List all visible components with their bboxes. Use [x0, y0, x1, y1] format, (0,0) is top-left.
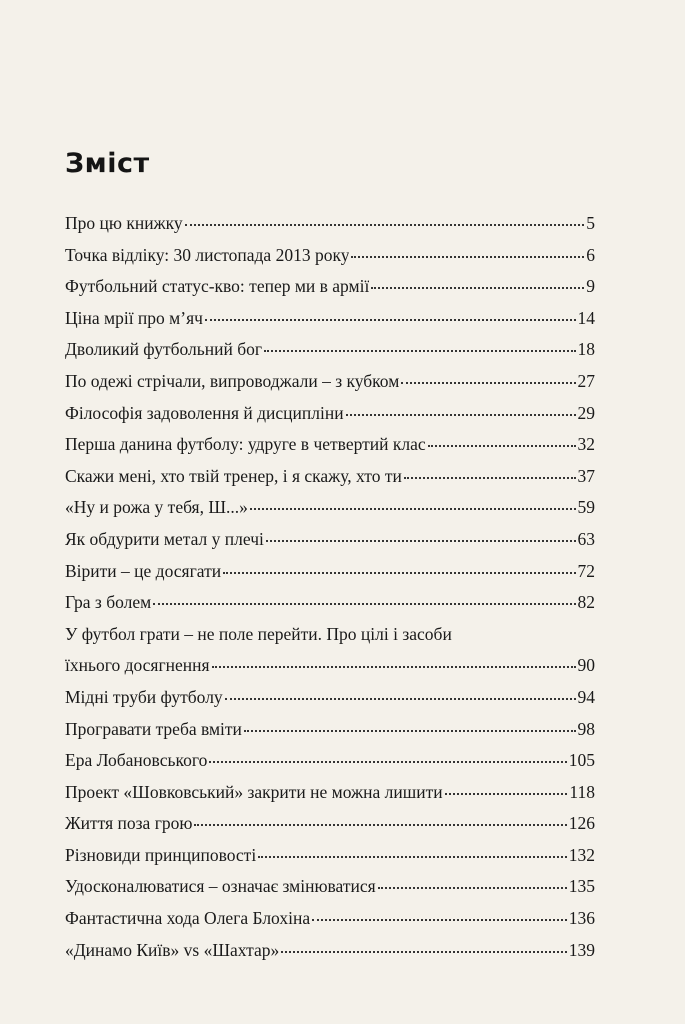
toc-entry-title: Гра з болем [65, 592, 152, 613]
toc-entry [65, 461, 595, 493]
dot-leader [312, 919, 567, 921]
toc-entry [65, 935, 595, 967]
dot-leader [351, 256, 584, 258]
dot-leader [428, 445, 576, 447]
toc-entry [65, 808, 595, 840]
toc-entry-title: Футбольний статус-кво: тепер ми в армії [65, 276, 370, 297]
toc-page-number: 59 [577, 497, 595, 518]
toc-entry [65, 208, 595, 240]
toc-page-number: 136 [568, 908, 595, 929]
toc-entry-title: Життя поза грою [65, 813, 193, 834]
toc-entry-title: Дволикий футбольний бог [65, 339, 263, 360]
toc-entry [65, 903, 595, 935]
toc-page-number: 29 [577, 402, 595, 423]
toc-page-number: 118 [569, 781, 595, 802]
toc-entry [65, 745, 595, 777]
dot-leader [445, 793, 568, 795]
toc-entry [65, 587, 595, 619]
toc-entry [65, 429, 595, 461]
dot-leader [346, 414, 576, 416]
toc-page-number: 98 [577, 718, 595, 739]
toc-entry-title: Філософія задоволення й дисципліни [65, 402, 344, 423]
dot-leader [225, 698, 576, 700]
toc-entry [65, 556, 595, 588]
toc-entry-title: Фантастична хода Олега Блохіна [65, 908, 311, 929]
toc-entry-title: Точка відліку: 30 листопада 2013 року [65, 244, 350, 265]
toc-entry [65, 871, 595, 903]
toc-page-number: 94 [577, 686, 595, 707]
toc-page-number: 37 [577, 465, 595, 486]
dot-leader [378, 887, 567, 889]
toc-entry-title: По одежі стрічали, випроводжали – з кубком [65, 370, 400, 391]
toc-page-number: 9 [586, 276, 595, 297]
toc-entry-title: Проект «Шовковський» закрити не можна лишити [65, 781, 443, 802]
dot-leader [212, 666, 576, 668]
dot-leader [185, 224, 585, 226]
toc-entry [65, 840, 595, 872]
dot-leader [258, 856, 567, 858]
dot-leader [281, 951, 567, 953]
toc-page-number: 6 [586, 244, 595, 265]
toc-entry [65, 303, 595, 335]
toc-entry-title: Як обдурити метал у плечі [65, 528, 264, 549]
toc-entry-title: Удосконалюватися – означає змінюватися [65, 876, 376, 897]
dot-leader [153, 603, 575, 605]
dot-leader [244, 730, 576, 732]
toc-entry [65, 398, 595, 430]
toc-entry-title: Програвати треба вміти [65, 718, 242, 739]
dot-leader [205, 319, 576, 321]
toc-page-number: 135 [568, 876, 595, 897]
table-of-contents [65, 208, 595, 966]
toc-page-number: 126 [568, 813, 595, 834]
toc-entry [65, 240, 595, 272]
toc-entry [65, 650, 595, 682]
toc-page-number: 72 [577, 560, 595, 581]
toc-entry [65, 271, 595, 303]
toc-entry-title: Вірити – це досягати [65, 560, 222, 581]
toc-entry [65, 492, 595, 524]
toc-entry-title: Ціна мрії про м’яч [65, 307, 203, 328]
toc-page-number: 27 [577, 370, 595, 391]
toc-page-number: 132 [568, 844, 595, 865]
toc-entry [65, 366, 595, 398]
toc-page-number: 63 [577, 528, 595, 549]
dot-leader [371, 287, 584, 289]
toc-entry-title: У футбол грати – не поле перейти. Про цілі і засоби [65, 623, 452, 644]
toc-page-number: 90 [577, 655, 595, 676]
toc-entry-title: «Динамо Київ» vs «Шахтар» [65, 939, 280, 960]
toc-entry-first-line [65, 619, 595, 651]
toc-entry-title: Ера Лобановського [65, 750, 208, 771]
toc-entry-title: Різновиди принциповості [65, 844, 257, 865]
toc-entry [65, 682, 595, 714]
toc-entry-title: Мідні труби футболу [65, 686, 223, 707]
toc-entry-title: «Ну и рожа у тебя, Ш...» [65, 497, 248, 518]
dot-leader [404, 477, 576, 479]
toc-entry-title: їхнього досягнення [65, 655, 210, 676]
toc-entry [65, 524, 595, 556]
toc-entry-title: Скажи мені, хто твій тренер, і я скажу, хто ти [65, 465, 402, 486]
dot-leader [266, 540, 576, 542]
toc-page-number: 82 [577, 592, 595, 613]
toc-page-number: 32 [577, 434, 595, 455]
toc-entry [65, 777, 595, 809]
toc-entry-title: Перша данина футболу: удруге в четвертий клас [65, 434, 426, 455]
toc-page-number: 105 [568, 750, 595, 771]
dot-leader [209, 761, 566, 763]
dot-leader [401, 382, 575, 384]
toc-entry-title: Про цю книжку [65, 213, 183, 233]
toc-page-number: 14 [577, 307, 595, 328]
dot-leader [264, 350, 575, 352]
dot-leader [194, 824, 566, 826]
toc-page-number: 5 [586, 213, 595, 233]
toc-page-number: 18 [577, 339, 595, 360]
page-title: Зміст [65, 148, 150, 179]
toc-entry [65, 714, 595, 746]
dot-leader [223, 572, 575, 574]
dot-leader [250, 508, 576, 510]
toc-page-number: 139 [568, 939, 595, 960]
toc-entry [65, 334, 595, 366]
